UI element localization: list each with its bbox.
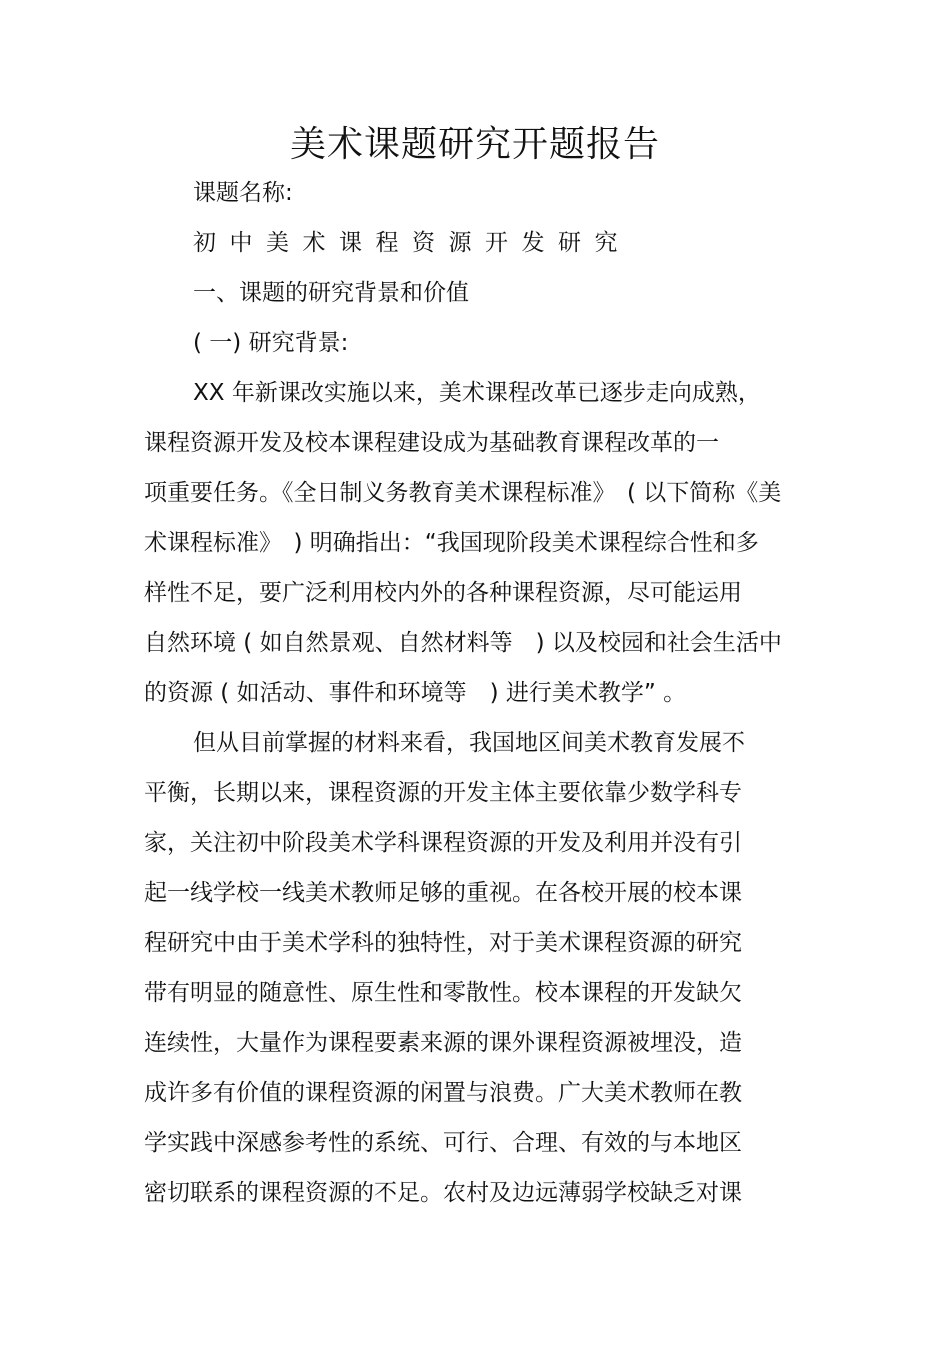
paragraph-line: 密切联系的课程资源的不足。农村及边远薄弱学校缺乏对课 — [144, 1180, 742, 1206]
paragraph-line: 带有明显的随意性、原生性和零散性。校本课程的开发缺欠 — [144, 980, 742, 1006]
paragraph-line: 程研究中由于美术学科的独特性，对于美术课程资源的研究 — [144, 930, 742, 956]
paragraph-line: 课程资源开发及校本课程建设成为基础教育课程改革的一 — [144, 430, 719, 456]
paragraph-line: 术课程标准》 ) 明确指出：“我国现阶段美术课程综合性和多 — [144, 530, 759, 556]
paragraph-line: 但从目前掌握的材料来看，我国地区间美术教育发展不 — [193, 730, 745, 756]
topic-label: 课题名称: — [193, 180, 293, 206]
paragraph-line: 自然环境 ( 如自然景观、自然材料等 ) 以及校园和社会生活中 — [144, 630, 782, 656]
subsection-heading: ( 一) 研究背景: — [193, 330, 349, 356]
paragraph-line: 样性不足，要广泛利用校内外的各种课程资源，尽可能运用 — [144, 580, 742, 606]
paragraph-line: 项重要任务。《全日制义务教育美术课程标准》 ( 以下简称《美 — [144, 480, 782, 506]
paragraph-line: 连续性，大量作为课程要素来源的课外课程资源被埋没，造 — [144, 1030, 742, 1056]
paragraph-line: 平衡，长期以来，课程资源的开发主体主要依靠少数学科专 — [144, 780, 742, 806]
paragraph-line: 成许多有价值的课程资源的闲置与浪费。广大美术教师在教 — [144, 1080, 742, 1106]
topic-name: 初中美术课程资源开发研究 — [193, 230, 631, 256]
paragraph-line: 起一线学校一线美术教师足够的重视。在各校开展的校本课 — [144, 880, 742, 906]
paragraph-line: 家，关注初中阶段美术学科课程资源的开发及利用并没有引 — [144, 830, 742, 856]
section-heading: 一、课题的研究背景和价值 — [193, 280, 469, 306]
paragraph-line: 学实践中深感参考性的系统、可行、合理、有效的与本地区 — [144, 1130, 742, 1156]
paragraph-line: 的资源 ( 如活动、事件和环境等 ) 进行美术教学” 。 — [144, 680, 687, 706]
paragraph-line: XX 年新课改实施以来，美术课程改革已逐步走向成熟， — [193, 380, 761, 406]
document-title: 美术课题研究开题报告 — [289, 124, 660, 165]
